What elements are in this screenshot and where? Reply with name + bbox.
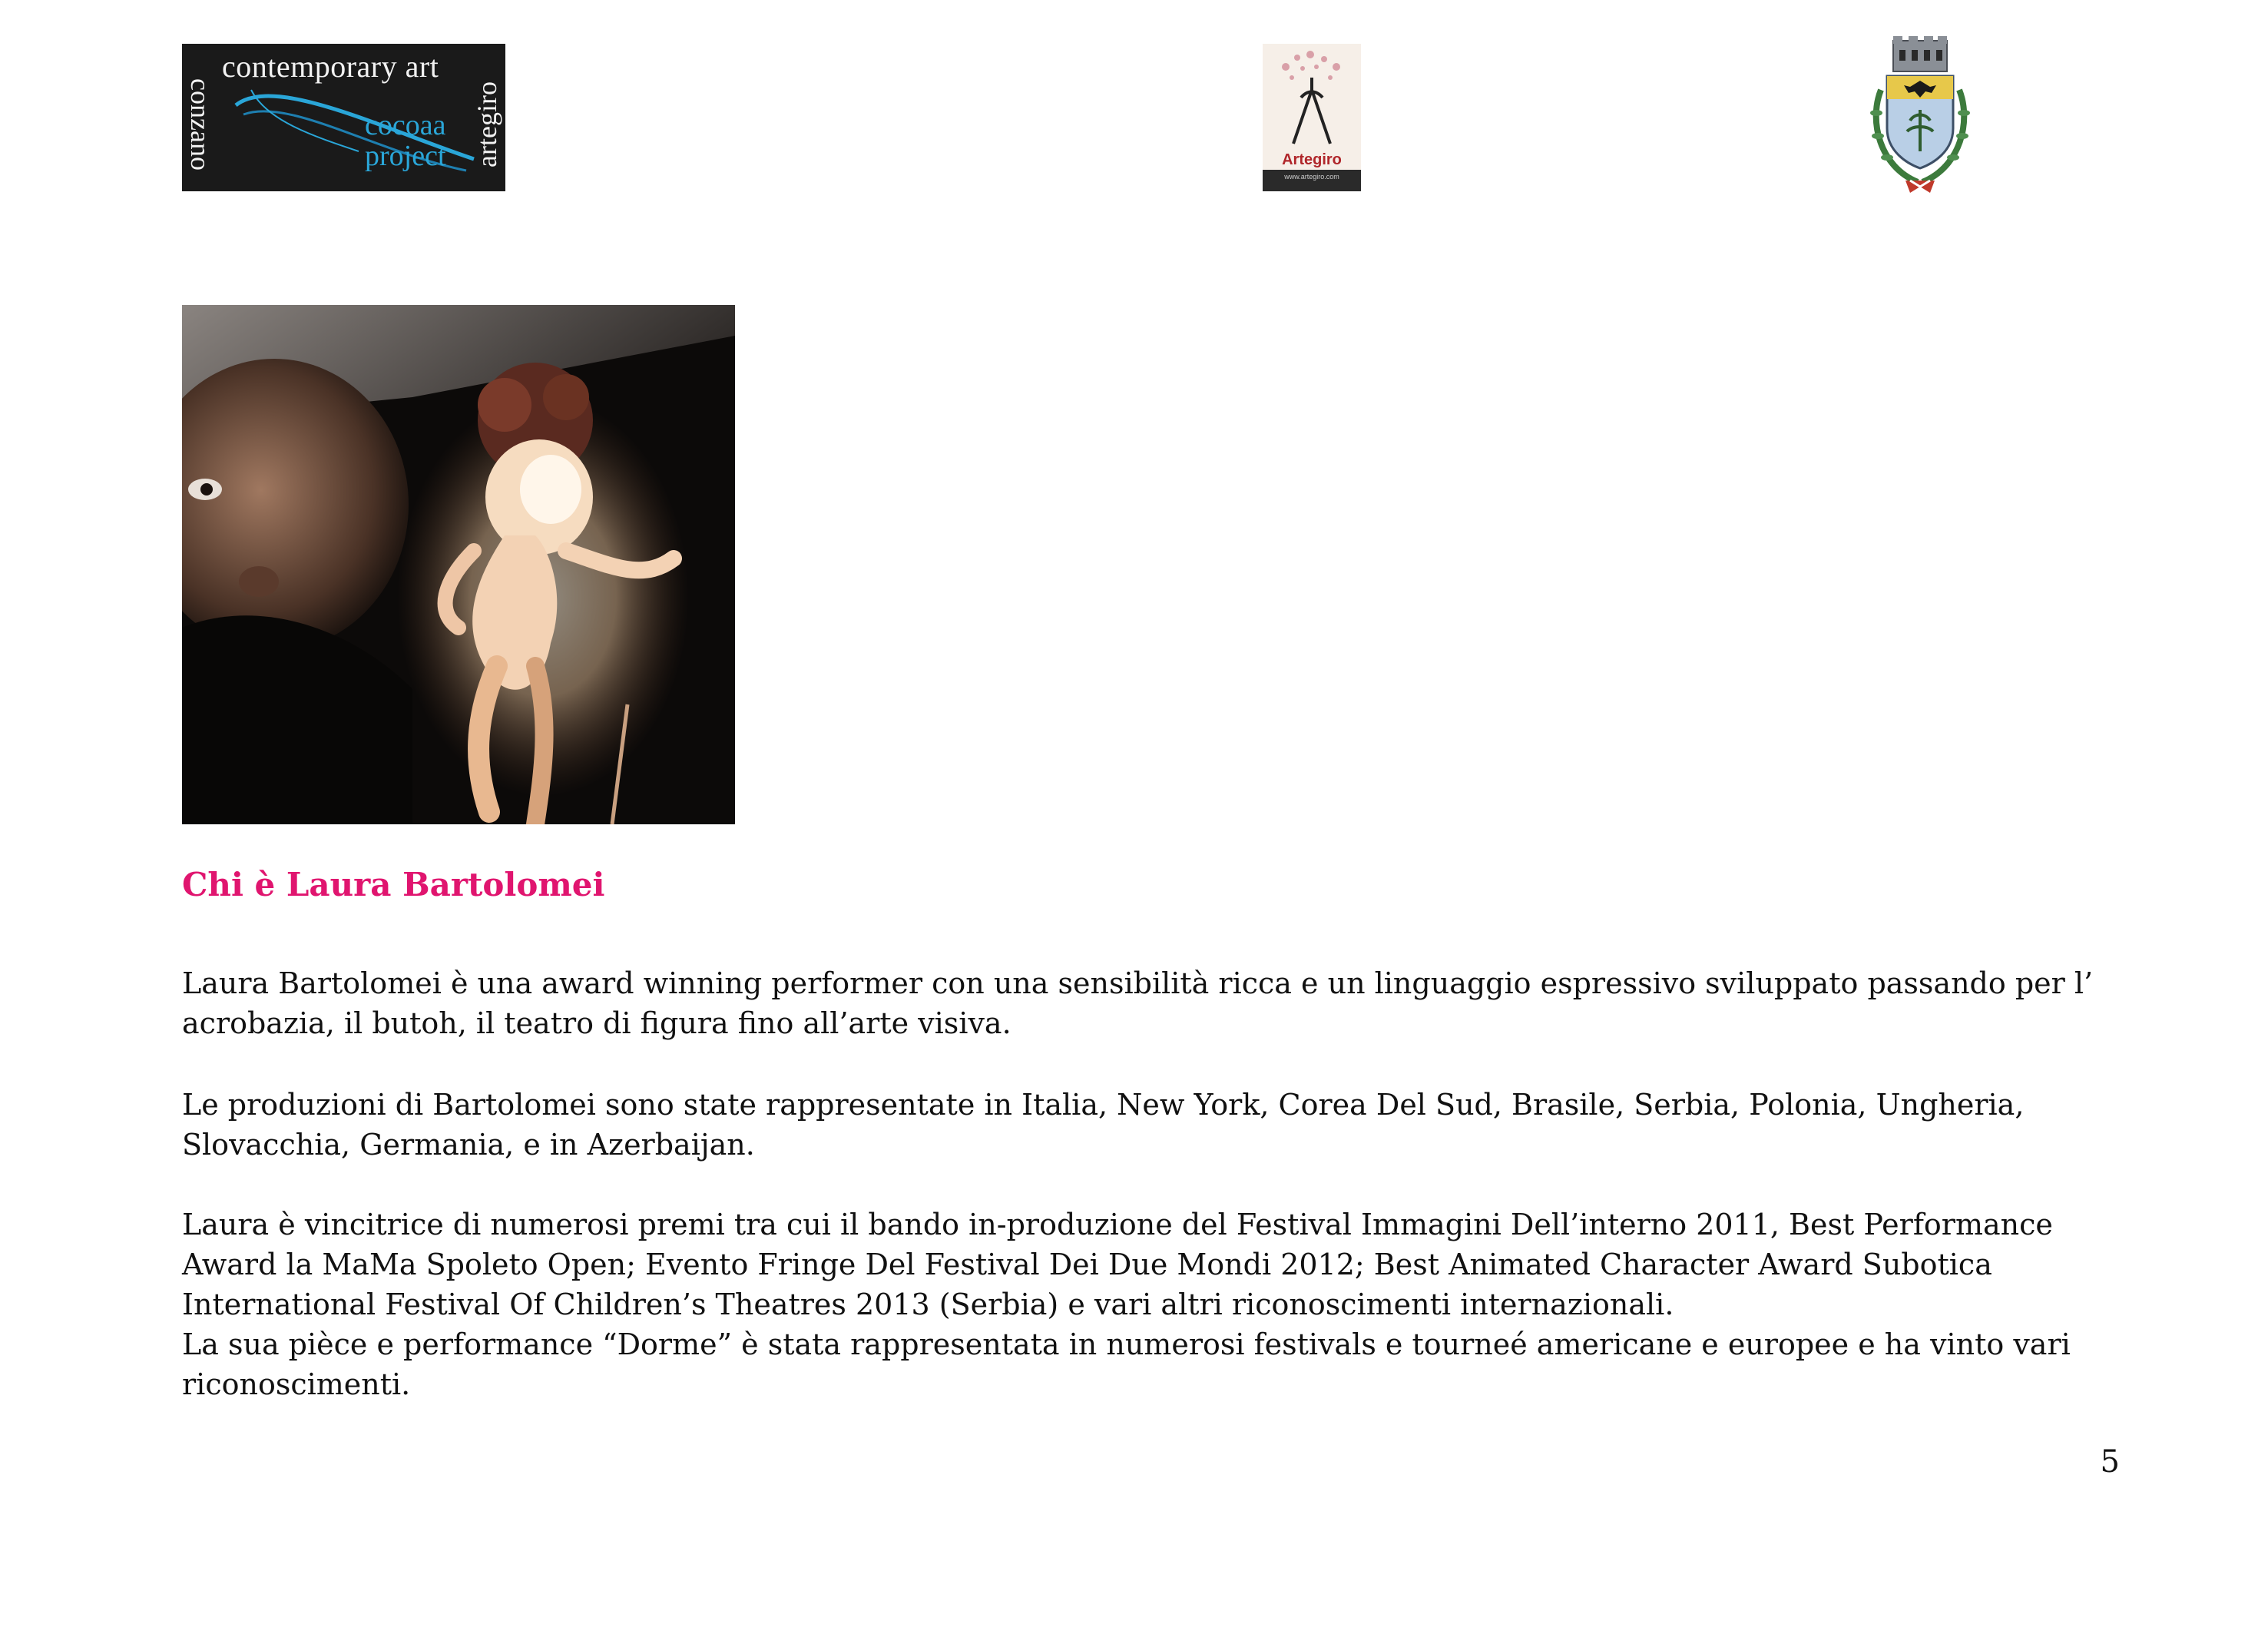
performer-photo: [182, 305, 735, 824]
logo-text-right-wrap: [472, 59, 502, 190]
paragraph-productions: Le produzioni di Bartolomei sono state rappresentate in Italia, New York, Corea Del Sud, Brasile, Serbia, Polonia, Ungheria, Slovacchia, Germania, e in Azerbaijan.: [182, 1088, 2025, 1162]
paragraph-dorme: La sua pièce e performance “Dorme” è stata rappresentata in numerosi festivals e tourneé americane e europee e ha vinto vari riconoscimenti.: [182, 1327, 2071, 1401]
logo-text-project: project: [365, 140, 446, 172]
logo-text-right: artegiro: [472, 81, 502, 167]
cocoaa-logo: [182, 44, 505, 191]
logo-text-cocoaa: cocoaa: [365, 109, 446, 141]
logo-text-left: conzano: [185, 78, 216, 171]
artegiro-logo: [1263, 44, 1361, 191]
paragraph-intro: Laura Bartolomei è una award winning performer con una sensibilità ricca e un linguaggio espressivo sviluppato passando per l’ acrobazia, il butoh, il teatro di figura fino all’arte visiva.: [182, 966, 2094, 1040]
coat-of-arms-icon: [1864, 36, 1976, 196]
artegiro-name: Artegiro: [1282, 151, 1342, 168]
artegiro-tree-icon: [1263, 44, 1361, 151]
artegiro-url: www.artegiro.com: [1284, 173, 1339, 181]
logo-text-left-wrap: [185, 59, 216, 190]
photo-illustration: [182, 305, 735, 824]
page-number: 5: [2100, 1444, 2120, 1480]
section-heading: Chi è Laura Bartolomei: [182, 866, 605, 903]
paragraph-awards: Laura è vincitrice di numerosi premi tra cui il bando in-produzione del Festival Immagini Dell’interno 2011, Best Performance Award la MaMa Spoleto Open; Evento Fringe Del Festival Dei Due Mondi 2012; Best Animated Character Award Subotica International Festival Of Children’s Theatres 2013 (Serbia) e vari altri riconoscimenti internazionali.: [182, 1208, 2053, 1321]
logo-text-top: contemporary art: [222, 49, 439, 84]
